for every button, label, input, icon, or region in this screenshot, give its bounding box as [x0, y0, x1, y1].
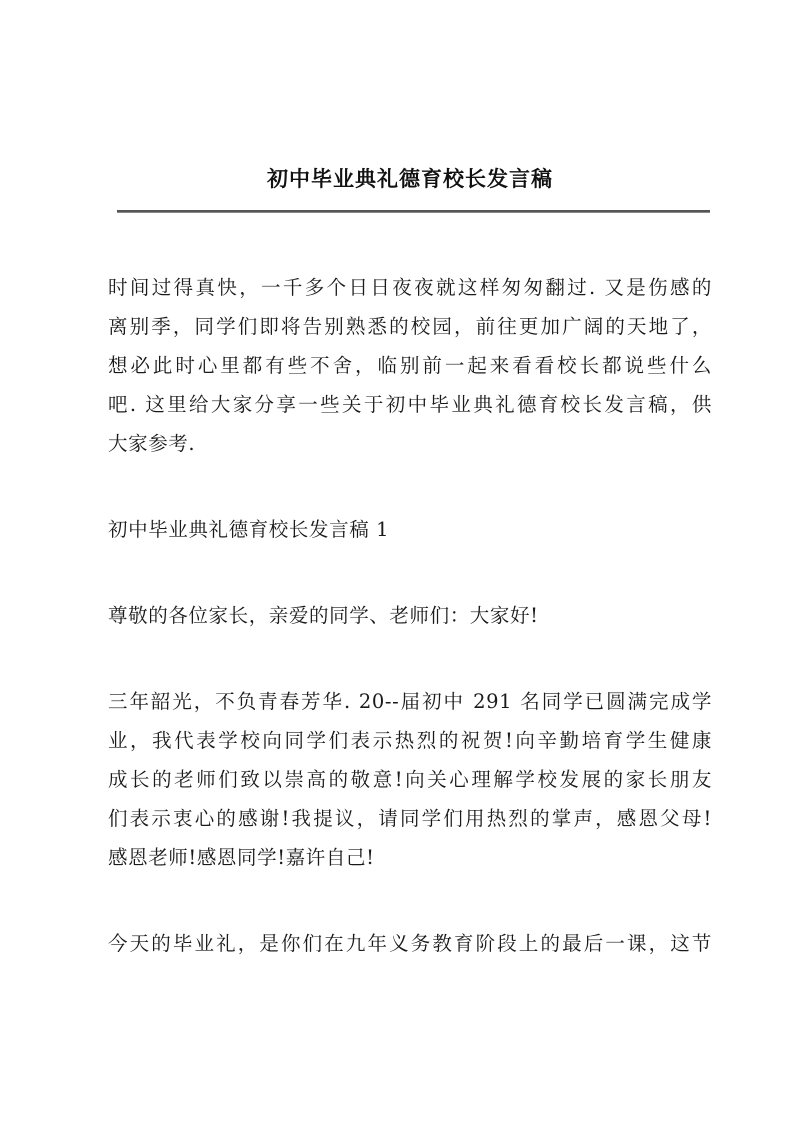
text-line: 想必此时心里都有些不舍，临别前一起来看看校长都说些什么 [108, 354, 712, 377]
text-line: 成长的老师们致以崇高的敬意!向关心理解学校发展的家长朋友 [108, 768, 712, 791]
section-heading [108, 510, 712, 549]
intro-paragraph [108, 268, 712, 463]
text-line: 离别季，同学们即将告别熟悉的校园，前往更加广阔的天地了， [108, 315, 712, 338]
text-line: 们表示衷心的感谢!我提议，请同学们用热烈的掌声，感恩父母! [108, 807, 712, 830]
text-line: 吧. 这里给大家分享一些关于初中毕业典礼德育校长发言稿，供 [108, 393, 712, 416]
title-divider [117, 210, 710, 213]
paragraph-gap [108, 877, 712, 924]
text-line: 大家参考. [108, 432, 196, 455]
text-line: 感恩老师!感恩同学!嘉许自己! [108, 846, 375, 869]
document-title: 初中毕业典礼德育校长发言稿 [267, 166, 553, 191]
text-line: 三年韶光，不负青春芳华. 20--届初中 291 名同学已圆满完成学 [108, 690, 712, 713]
greeting-paragraph [108, 596, 712, 635]
paragraph-gap [108, 463, 712, 510]
document-body [108, 268, 712, 963]
text-line: 业，我代表学校向同学们表示热烈的祝贺!向辛勤培育学生健康 [108, 729, 712, 752]
text-line: 时间过得真快，一千多个日日夜夜就这样匆匆翻过. 又是伤感的 [108, 276, 712, 299]
speech-paragraph [108, 924, 712, 963]
text-line: 今天的毕业礼，是你们在九年义务教育阶段上的最后一课，这节 [108, 932, 712, 955]
text-line: 初中毕业典礼德育校长发言稿 1 [108, 518, 390, 541]
paragraph-gap [108, 549, 712, 596]
speech-paragraph [108, 682, 712, 877]
paragraph-gap [108, 635, 712, 682]
text-line: 尊敬的各位家长，亲爱的同学、老师们：大家好! [108, 604, 539, 627]
